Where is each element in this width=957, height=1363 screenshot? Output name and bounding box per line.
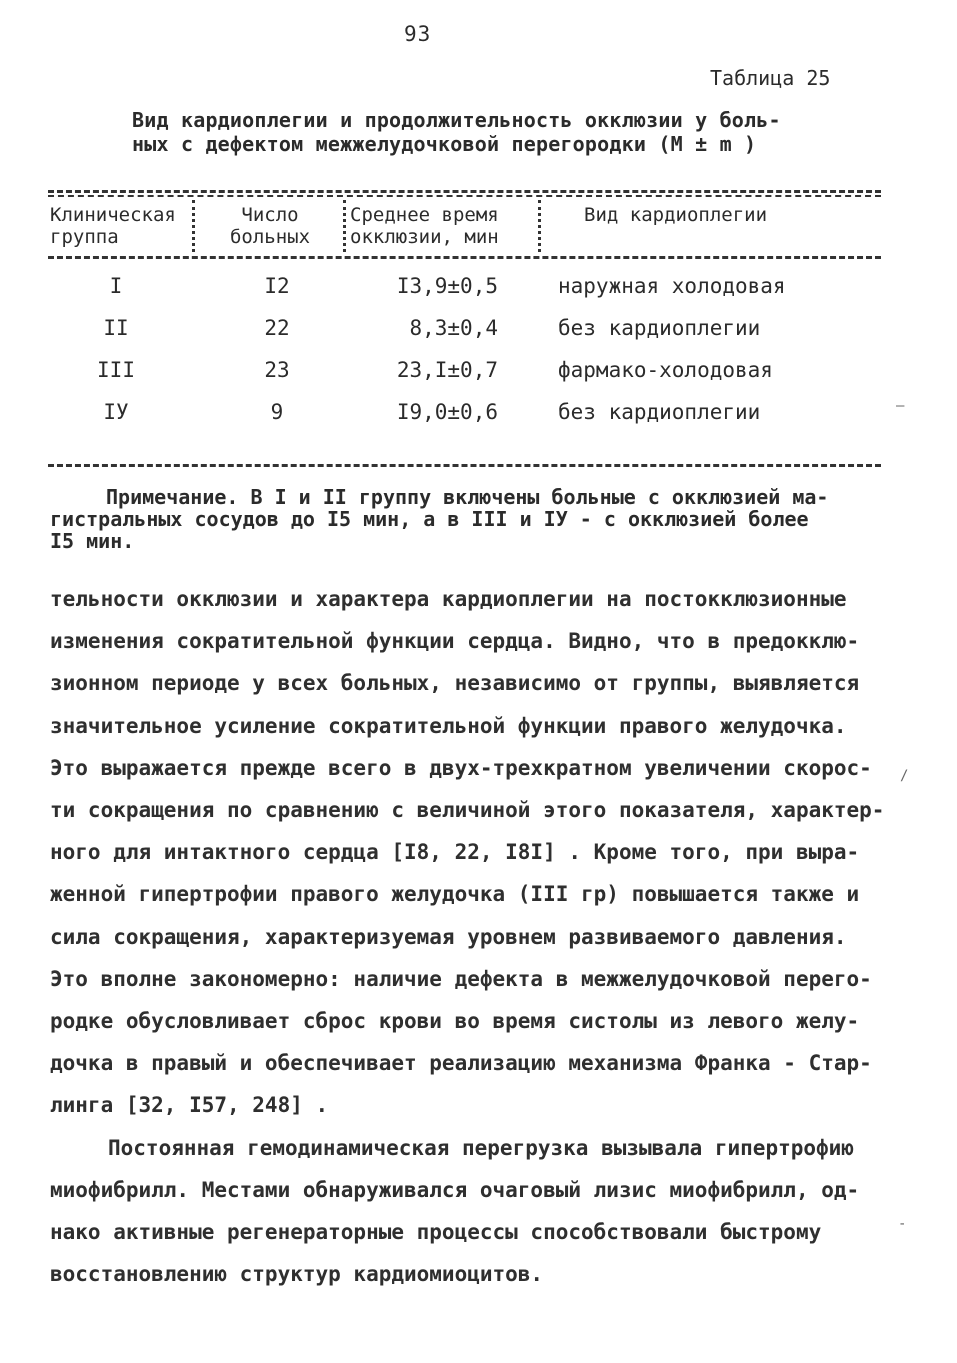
body-line: Это выражается прежде всего в двух-трехкратном увеличении скорос- — [50, 755, 872, 780]
header-time-line: Среднее время — [350, 204, 499, 226]
header-count — [222, 204, 318, 248]
table-top-rule — [48, 190, 881, 193]
body-line: тельности окклюзии и характера кардиоплегии на постокклюзионные — [50, 587, 847, 611]
body-line: миофибрилл. Местами обнаруживался очаговый лизис миофибрилл, од- — [50, 1177, 860, 1202]
scan-mark: / — [900, 768, 909, 784]
column-separator — [343, 200, 346, 252]
note-line: гистральных сосудов до I5 мин, а в III и IУ - с окклюзией более — [50, 507, 809, 531]
cell-time: I3,9±0,5 — [396, 274, 498, 298]
header-group — [50, 204, 176, 248]
cell-group: II — [103, 316, 129, 340]
body-line: сила сокращения, характеризуемая уровнем развиваемого давления. — [50, 924, 847, 949]
scan-mark: — — [896, 398, 905, 414]
column-separator — [538, 200, 541, 252]
caption-line: Вид кардиоплегии и продолжительность окклюзии у боль- — [132, 108, 781, 132]
cell-count: I2 — [264, 274, 290, 298]
cell-time: 8,3±0,4 — [409, 316, 498, 340]
cell-type: наружная холодовая — [558, 274, 786, 298]
header-count-line: больных — [229, 226, 311, 248]
scan-mark: - — [898, 1216, 907, 1232]
body-line: изменения сократительной функции сердца. Видно, что в предокклю- — [50, 629, 860, 654]
table-top-rule-double — [48, 195, 881, 197]
cell-time: 23,I±0,7 — [396, 358, 498, 382]
table-row — [0, 358, 900, 388]
note-line: Примечание. В I и II группу включены больные с окклюзией ма- — [106, 485, 829, 509]
table-row — [0, 274, 900, 304]
body-line: женной гипертрофии правого желудочка (III гр) повышается также и — [50, 882, 860, 907]
cell-group: III — [97, 358, 135, 382]
body-text — [50, 578, 900, 1295]
body-line: Это вполне закономерно: наличие дефекта в межжелудочковой перего- — [50, 966, 872, 991]
body-line: Постоянная гемодинамическая перегрузка вызывала гипертрофию — [108, 1135, 854, 1160]
cell-group: I — [109, 274, 123, 298]
body-line: дочка в правый и обеспечивает реализацию механизма Франка - Стар- — [50, 1051, 872, 1076]
caption-line: ных с дефектом межжелудочковой перегородки (М ± m ) — [132, 132, 757, 156]
body-line: восстановлению структур кардиомиоцитов. — [50, 1262, 544, 1287]
body-line: линга [32, I57, 248] . — [50, 1093, 329, 1118]
page-number: 93 — [404, 22, 432, 46]
table-row — [0, 316, 900, 346]
header-group-line: Клиническая — [50, 204, 176, 226]
header-time-line: окклюзии, мин — [350, 226, 499, 248]
table-bottom-rule — [48, 464, 881, 467]
cell-type: без кардиоплегии — [558, 316, 761, 340]
cell-count: 23 — [264, 358, 290, 382]
cell-count: 22 — [264, 316, 290, 340]
header-type — [584, 204, 767, 226]
body-line: нако активные регенераторные процессы способствовали быстрому — [50, 1220, 822, 1245]
body-line: значительное усиление сократительной функции правого желудочка. — [50, 713, 847, 738]
cell-type: фармако-холодовая — [558, 358, 773, 382]
header-count-line: Число — [241, 204, 299, 226]
body-line: родке обусловливает сброс крови во время систолы из левого желу- — [50, 1009, 860, 1034]
cell-time: I9,0±0,6 — [396, 400, 498, 424]
table-label: Таблица 25 — [710, 66, 831, 90]
header-type-line: Вид кардиоплегии — [584, 204, 768, 226]
table-row — [0, 400, 900, 430]
table-header-rule — [48, 256, 881, 259]
cell-count: 9 — [270, 400, 284, 424]
table-note — [50, 486, 880, 552]
body-line: ного для интактного сердца [I8, 22, I8I] . Кроме того, при выра- — [50, 840, 860, 865]
cell-type: без кардиоплегии — [558, 400, 761, 424]
column-separator — [192, 200, 195, 252]
body-line: ти сокращения по сравнению с величиной этого показателя, характер- — [50, 798, 885, 823]
body-line: зионном периоде у всех больных, независимо от группы, выявляется — [50, 671, 860, 696]
header-time — [350, 204, 499, 248]
note-line: I5 мин. — [50, 529, 135, 553]
header-group-line: группа — [50, 226, 119, 248]
table-caption — [132, 108, 832, 156]
cell-group: IУ — [103, 400, 129, 424]
